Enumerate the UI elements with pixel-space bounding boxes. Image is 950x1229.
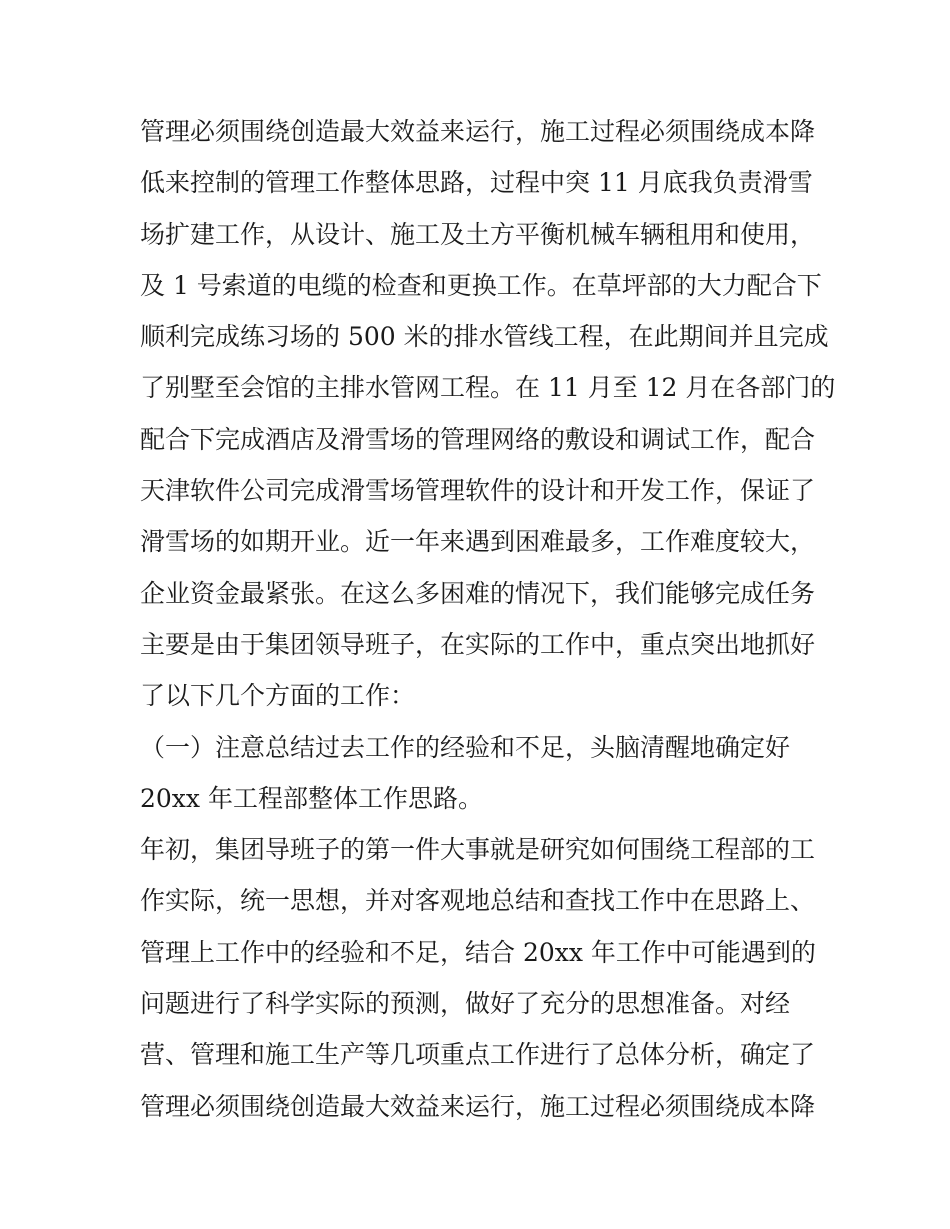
text-line-2: 低来控制的管理工作整体思路，过程中突 11 月底我负责滑雪 bbox=[140, 168, 813, 198]
text-line-1: 管理必须围绕创造最大效益来运行，施工过程必须围绕成本降 bbox=[140, 117, 816, 146]
body-text bbox=[140, 106, 836, 1132]
text-line-6: 了别墅至会馆的主排水管网工程。在 11 月至 12 月在各部门的 bbox=[140, 373, 836, 403]
text-line-12: 了以下几个方面的工作： bbox=[140, 681, 416, 711]
text-line-15: 年初，集团导班子的第一件大事就是研究如何围绕工程部的工 bbox=[140, 835, 816, 865]
text-line-3: 场扩建工作，从设计、施工及土方平衡机械车辆租用和使用， bbox=[140, 219, 816, 249]
text-line-4: 及 1 号索道的电缆的检查和更换工作。在草坪部的大力配合下 bbox=[140, 270, 822, 300]
text-line-20: 管理必须围绕创造最大效益来运行，施工过程必须围绕成本降 bbox=[140, 1091, 816, 1121]
text-line-11: 主要是由于集团领导班子，在实际的工作中，重点突出地抓好 bbox=[140, 629, 816, 659]
text-line-19: 营、管理和施工生产等几项重点工作进行了总体分析，确定了 bbox=[140, 1040, 816, 1070]
text-line-8: 天津软件公司完成滑雪场管理软件的设计和开发工作，保证了 bbox=[140, 476, 816, 506]
text-line-5: 顺利完成练习场的 500 米的排水管线工程，在此期间并且完成 bbox=[140, 322, 829, 352]
text-line-17: 管理上工作中的经验和不足，结合 20xx 年工作中可能遇到的 bbox=[140, 937, 816, 967]
text-line-16: 作实际，统一思想，并对客观地总结和查找工作中在思路上、 bbox=[140, 886, 816, 916]
text-line-10: 企业资金最紧张。在这么多困难的情况下，我们能够完成任务 bbox=[140, 578, 816, 608]
section-heading-line-1: （一）注意总结过去工作的经验和不足，头脑清醒地确定好 bbox=[140, 732, 791, 762]
text-line-7: 配合下完成酒店及滑雪场的管理网络的敷设和调试工作，配合 bbox=[140, 424, 816, 454]
text-line-18: 问题进行了科学实际的预测，做好了充分的思想准备。对经 bbox=[140, 989, 791, 1019]
text-line-9: 滑雪场的如期开业。近一年来遇到困难最多，工作难度较大， bbox=[140, 527, 816, 557]
section-heading-line-2: 20xx 年工程部整体工作思路。 bbox=[140, 783, 483, 813]
